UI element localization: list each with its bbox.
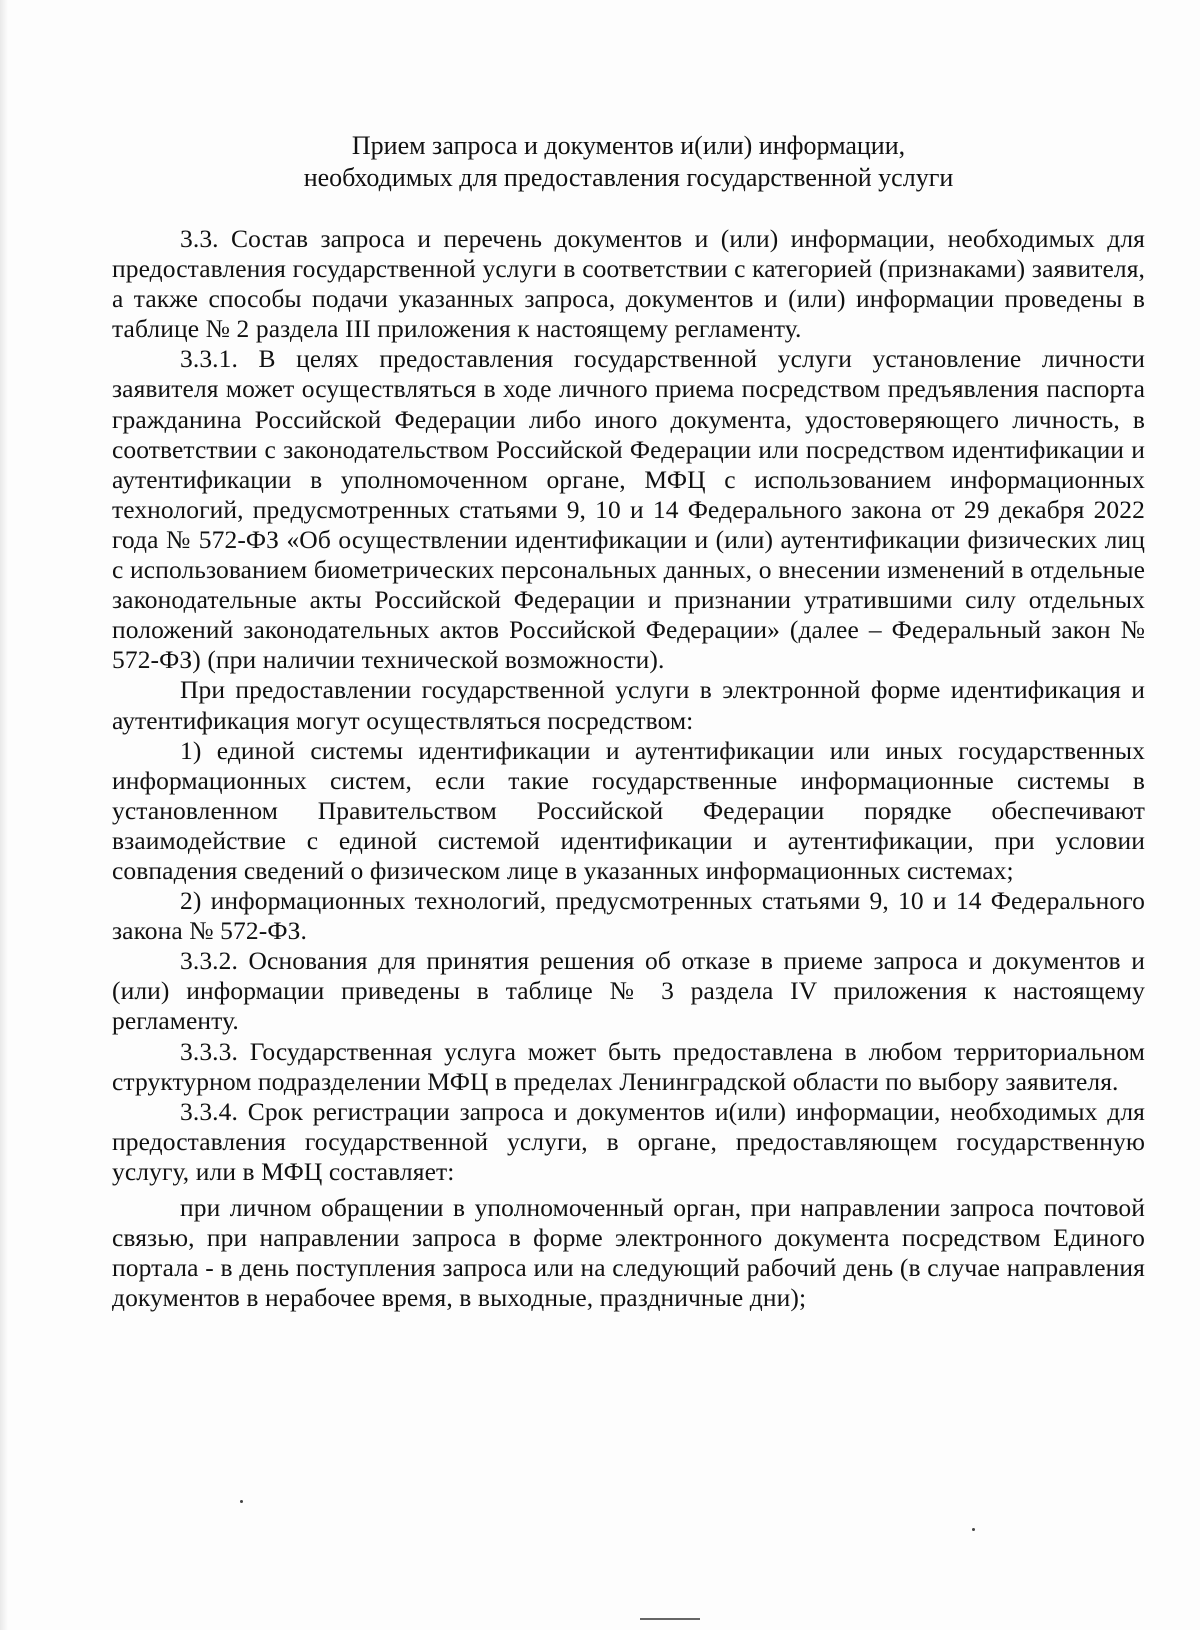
- scan-speck: [972, 1528, 975, 1531]
- paragraph-3-3: 3.3. Состав запроса и перечень документов и (или) информации, необходимых для предоставления государственной услуги в соответствии с категорией (признаками) заявителя, а также способы подачи указанных запроса, документов и (или) информации проведены в таблице № 2 раздела III приложения к настоящему регламенту.: [112, 224, 1145, 344]
- page-bottom-mark: [640, 1618, 700, 1626]
- paragraph-3-3-4: 3.3.4. Срок регистрации запроса и документов и(или) информации, необходимых для предоставления государственной услуги, в органе, предоставляющем государственную услугу, или в МФЦ составляет:: [112, 1096, 1145, 1186]
- document-body: [112, 130, 1145, 1313]
- scan-edge: [0, 0, 8, 1630]
- paragraph-item-2: 2) информационных технологий, предусмотренных статьями 9, 10 и 14 Федерального закона № 572-ФЗ.: [112, 886, 1145, 946]
- paragraph-3-3-2: 3.3.2. Основания для принятия решения об отказе в приеме запроса и документов и (или) информации приведены в таблице № 3 раздела IV приложения к настоящему регламенту.: [112, 946, 1145, 1036]
- paragraph-3-3-1: 3.3.1. В целях предоставления государственной услуги установление личности заявителя может осуществляться в ходе личного приема посредством предъявления паспорта гражданина Российской Федерации либо иного документа, удостоверяющего личность, в соответствии с законодательством Российской Федерации или посредством идентификации и аутентификации в уполномоченном органе, МФЦ с использованием информационных технологий, предусмотренных статьями 9, 10 и 14 Федерального закона от 29 декабря 2022 года № 572-ФЗ «Об осуществлении идентификации и (или) аутентификации физических лиц с использованием биометрических персональных данных, о внесении изменений в отдельные законодательные акты Российской Федерации и признании утратившими силу отдельных положений законодательных актов Российской Федерации» (далее – Федеральный закон № 572-ФЗ) (при наличии технической возможности).: [112, 344, 1145, 675]
- title-line-1: Прием запроса и документов и(или) информации,: [351, 131, 906, 160]
- paragraph-electronic-form: При предоставлении государственной услуги в электронной форме идентификация и аутентификация могут осуществляться посредством:: [112, 675, 1145, 735]
- scan-speck: [240, 1500, 243, 1503]
- title-line-2: необходимых для предоставления государственной услуги: [303, 163, 954, 192]
- paragraph-3-3-3: 3.3.3. Государственная услуга может быть предоставлена в любом территориальном структурном подразделении МФЦ в пределах Ленинградской области по выбору заявителя.: [112, 1036, 1145, 1096]
- paragraph-item-1: 1) единой системы идентификации и аутентификации или иных государственных информационных систем, если такие государственные информационные системы в установленном Правительством Российской Федерации порядке обеспечивают взаимодействие с единой системой идентификации и аутентификации, при условии совпадения сведений о физическом лице в указанных информационных системах;: [112, 735, 1145, 885]
- paragraph-personal-appeal: при личном обращении в уполномоченный орган, при направлении запроса почтовой связью, при направлении запроса в форме электронного документа посредством Единого портала - в день поступления запроса или на следующий рабочий день (в случае направления документов в нерабочее время, в выходные, праздничные дни);: [112, 1193, 1145, 1313]
- section-title: [112, 130, 1145, 194]
